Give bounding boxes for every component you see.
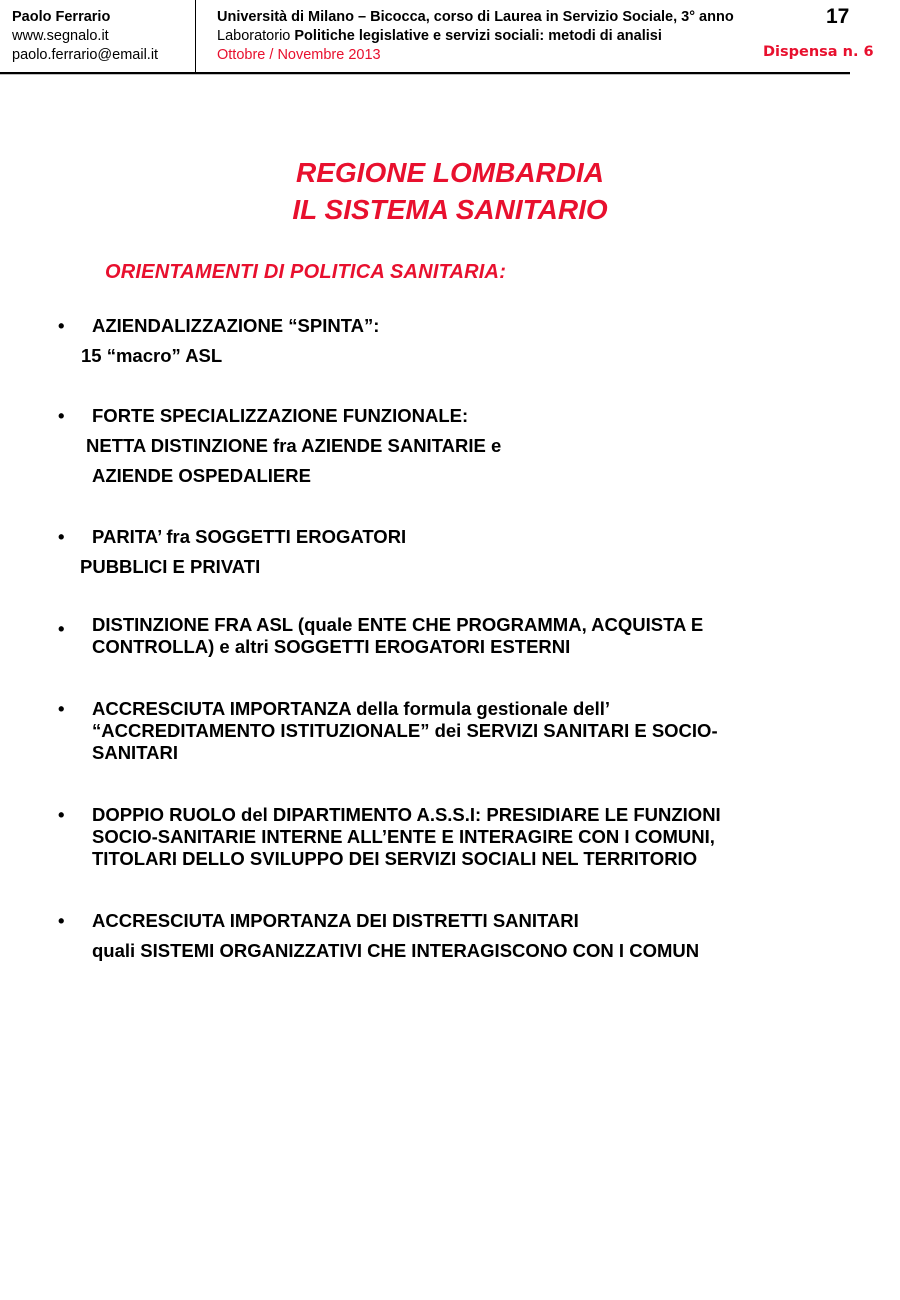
item-line: 15 “macro” ASL xyxy=(81,345,223,366)
item-line: AZIENDALIZZAZIONE “SPINTA”: xyxy=(92,315,380,336)
page-number: 17 xyxy=(826,5,850,28)
item-line: DOPPIO RUOLO del DIPARTIMENTO A.S.S.I: PRESIDIARE LE FUNZIONI xyxy=(92,804,721,825)
item-line: PARITA’ fra SOGGETTI EROGATORI xyxy=(92,526,407,547)
author-block xyxy=(12,8,192,65)
course-block xyxy=(217,8,827,65)
bullet-icon: • xyxy=(58,526,65,547)
author-email[interactable]: paolo.ferrario@email.it xyxy=(12,47,159,63)
list-item xyxy=(52,522,852,582)
lab-title: Politiche legislative e servizi sociali: metodi di analisi xyxy=(294,28,662,44)
author-name: Paolo Ferrario xyxy=(12,9,111,25)
list-item xyxy=(52,311,852,371)
item-line: FORTE SPECIALIZZAZIONE FUNZIONALE: xyxy=(92,405,469,426)
author-website[interactable]: www.segnalo.it xyxy=(12,28,109,44)
main-title-line1: REGIONE LOMBARDIA xyxy=(296,157,604,188)
bullet-icon: • xyxy=(58,910,65,931)
bullet-icon: • xyxy=(58,315,65,336)
course-line: Università di Milano – Bicocca, corso di Laurea in Servizio Sociale, 3° anno xyxy=(217,9,734,25)
dispensa-label: Dispensa n. 6 xyxy=(763,44,874,60)
list-item xyxy=(52,401,852,491)
course-period: Ottobre / Novembre 2013 xyxy=(217,47,381,63)
bullet-icon: • xyxy=(58,804,65,825)
list-item xyxy=(52,906,852,966)
item-line: ACCRESCIUTA IMPORTANZA della formula gestionale dell’ xyxy=(92,698,611,719)
item-line: “ACCREDITAMENTO ISTITUZIONALE” dei SERVIZI SANITARI E SOCIO- xyxy=(92,720,718,741)
item-line: PUBBLICI E PRIVATI xyxy=(80,556,261,577)
header-vertical-divider xyxy=(195,0,196,73)
item-line: SANITARI xyxy=(92,742,178,763)
bullet-icon: • xyxy=(58,698,65,719)
list-item xyxy=(52,698,852,764)
item-line: CONTROLLA) e altri SOGGETTI EROGATORI ESTERNI xyxy=(92,636,571,657)
bullet-icon: • xyxy=(58,405,65,426)
item-line: NETTA DISTINZIONE fra AZIENDE SANITARIE e xyxy=(86,435,502,456)
item-line: DISTINZIONE FRA ASL (quale ENTE CHE PROGRAMMA, ACQUISTA E xyxy=(92,614,704,635)
main-title-line2: IL SISTEMA SANITARIO xyxy=(292,194,608,225)
header-rule xyxy=(0,72,850,75)
bullet-icon: • xyxy=(58,618,65,639)
item-line: SOCIO-SANITARIE INTERNE ALL’ENTE E INTERAGIRE CON I COMUNI, xyxy=(92,826,715,847)
lab-line xyxy=(217,27,827,46)
item-line: TITOLARI DELLO SVILUPPO DEI SERVIZI SOCIALI NEL TERRITORIO xyxy=(92,848,698,869)
item-line: quali SISTEMI ORGANIZZATIVI CHE INTERAGISCONO CON I COMUN xyxy=(92,940,700,961)
list-item xyxy=(52,614,852,658)
item-line: ACCRESCIUTA IMPORTANZA DEI DISTRETTI SANITARI xyxy=(92,910,579,931)
section-subtitle: ORIENTAMENTI DI POLITICA SANITARIA: xyxy=(105,261,507,283)
list-item xyxy=(52,804,852,870)
lab-prefix: Laboratorio xyxy=(217,28,295,44)
item-line: AZIENDE OSPEDALIERE xyxy=(92,465,311,486)
